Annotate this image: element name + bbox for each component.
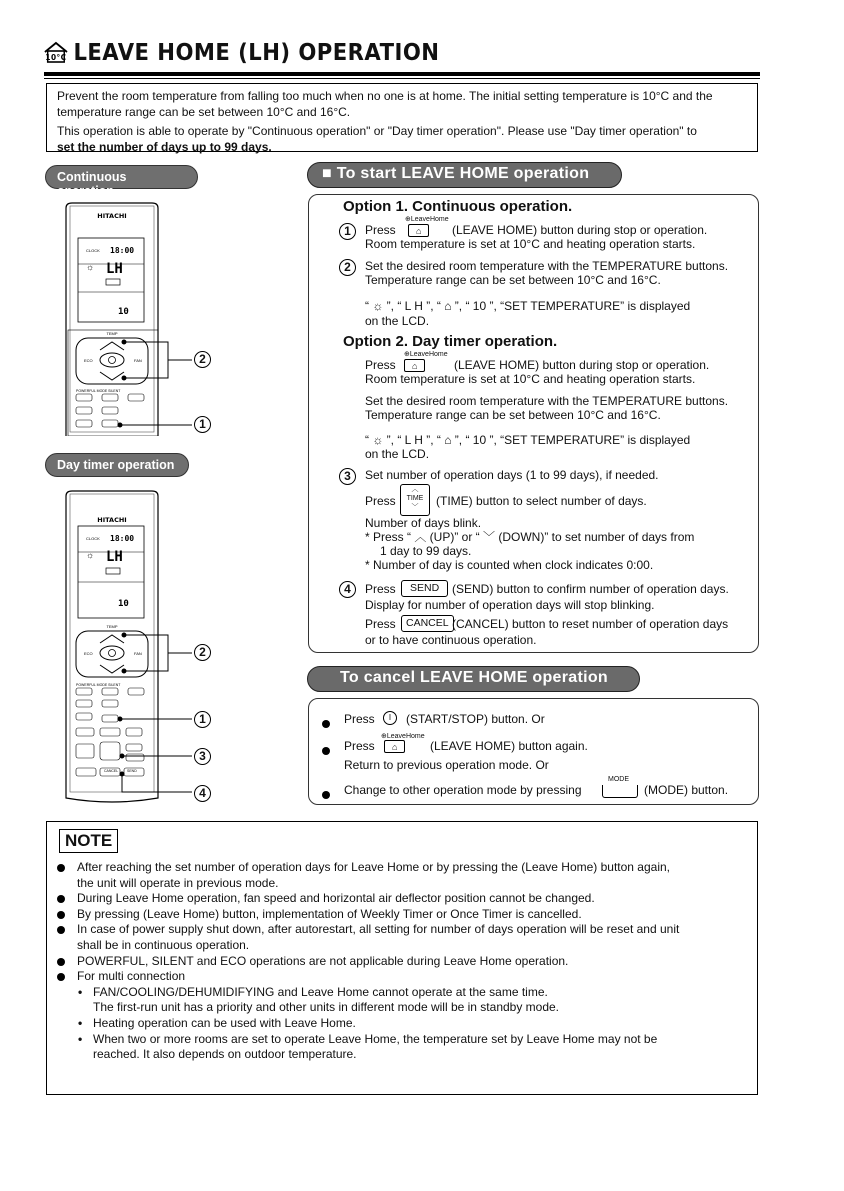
leave-home-caption: ⊕LeaveHome	[381, 733, 425, 740]
bullet	[322, 786, 342, 804]
continuous-operation-label: Continuous operation	[45, 165, 198, 189]
step1-text: (LEAVE HOME) button during stop or operation.	[452, 223, 708, 237]
leave-home-icon	[44, 41, 68, 63]
cancel-text: Change to other operation mode by pressing	[344, 783, 582, 797]
cancel-text: (LEAVE HOME) button again.	[430, 739, 588, 753]
bullet	[322, 742, 342, 760]
svg-text:POWERFUL MODE SILENT: POWERFUL MODE SILENT	[76, 683, 121, 687]
svg-text:CLOCK: CLOCK	[86, 536, 100, 541]
remote-brand: HITACHI	[97, 516, 127, 524]
step1-number: 1	[339, 222, 356, 240]
callout-1: 1	[194, 416, 211, 433]
step2-text: Set the desired room temperature with the TEMPERATURE buttons.	[365, 259, 729, 273]
svg-text:ECO: ECO	[84, 651, 93, 656]
note-subitem: • FAN/COOLING/DEHUMIDIFYING and Leave Home cannot operate at the same time.	[78, 984, 548, 999]
opt2-text: Set the desired room temperature with the TEMPERATURE buttons.	[365, 394, 729, 408]
svg-text:☼: ☼	[86, 550, 95, 560]
step4-press: Press	[365, 582, 396, 596]
cancel-text: (MODE) button.	[644, 783, 729, 797]
title-rule	[44, 72, 760, 76]
note-subitem-cont: The first-run unit has a priority and other units in different mode will be in standby mode.	[93, 1000, 560, 1015]
opt2-text: (LEAVE HOME) button during stop or operation.	[454, 358, 710, 372]
svg-text:CLOCK: CLOCK	[86, 248, 100, 253]
option1-title: Option 1. Continuous operation.	[343, 198, 573, 215]
lcd-display-text: on the LCD.	[365, 314, 430, 328]
callout-2: 2	[194, 644, 211, 661]
page-title	[44, 40, 439, 66]
note-subitem: • When two or more rooms are set to operate Leave Home, the temperature set by Leave Home may not be	[78, 1031, 658, 1046]
callout-1: 1	[194, 711, 211, 728]
start-section-header: ■ To start LEAVE HOME operation	[307, 162, 622, 188]
lcd-display-text: on the LCD.	[365, 447, 430, 461]
title-text: LEAVE HOME (LH) OPERATION	[73, 40, 440, 66]
step3-press: Press	[365, 494, 396, 508]
title-rule-thin	[44, 78, 760, 79]
step3-note: * Number of day is counted when clock indicates 0:00.	[365, 558, 654, 572]
start-stop-icon: I	[383, 711, 397, 725]
svg-text:☼: ☼	[86, 262, 95, 272]
note-item: For multi connection	[56, 969, 750, 985]
note-subitem-cont: reached. It also depends on outdoor temperature.	[93, 1047, 357, 1062]
intro-text: This operation is able to operate by "Continuous operation" or "Day timer operation". Please use "Day timer operation" to	[57, 124, 697, 138]
note-item: After reaching the set number of operation days for Leave Home or by pressing the (Leave Home) button again, the unit will operate in previous mode.	[56, 860, 750, 891]
callout-4: 4	[194, 785, 211, 802]
svg-text:18:00: 18:00	[110, 534, 135, 543]
step1-text: Room temperature is set at 10°C and heating operation starts.	[365, 237, 696, 251]
svg-text:10: 10	[118, 599, 129, 609]
step3-text: Number of days blink.	[365, 516, 482, 530]
svg-text:CANCEL: CANCEL	[104, 769, 119, 773]
day-timer-operation-label: Day timer operation	[45, 453, 189, 477]
cancel-text: Return to previous operation mode. Or	[344, 758, 549, 772]
svg-text:LH: LH	[106, 261, 123, 277]
intro-box	[46, 83, 758, 152]
step3-note: 1 day to 99 days.	[380, 544, 472, 558]
note-item: In case of power supply shut down, after autorestart, all setting for number of days operation will be reset and unit shall be in continuous operation.	[56, 922, 750, 953]
callout-3: 3	[194, 748, 211, 765]
remote-brand: HITACHI	[97, 212, 127, 220]
note-list	[56, 860, 750, 1063]
cancel-press: Press	[344, 739, 375, 753]
svg-text:FAN: FAN	[134, 651, 142, 656]
cancel-press: Press	[344, 712, 375, 726]
svg-text:LH: LH	[106, 549, 123, 565]
leave-home-button-icon: ⌂	[404, 359, 425, 372]
step4-text: or to have continuous operation.	[365, 633, 537, 647]
svg-text:18:00: 18:00	[110, 246, 135, 255]
send-button-icon: SEND	[401, 580, 448, 597]
note-subitem: • Heating operation can be used with Leave Home.	[78, 1015, 356, 1030]
lcd-display-text: “ ☼ ”, “ L H ”, “ ⌂ ”, “ 10 ”, “SET TEMPERATURE” is displayed	[365, 433, 691, 447]
note-item: During Leave Home operation, fan speed and horizontal air deflector position cannot be changed.	[56, 891, 750, 907]
step3-text: (TIME) button to select number of days.	[436, 494, 647, 508]
step4-text: (SEND) button to confirm number of operation days.	[452, 582, 729, 596]
note-label: NOTE	[59, 829, 118, 853]
note-item: POWERFUL, SILENT and ECO operations are not applicable during Leave Home operation.	[56, 954, 750, 970]
leave-home-caption: ⊕LeaveHome	[404, 351, 448, 358]
step2-text: Temperature range can be set between 10°C and 16°C.	[365, 273, 661, 287]
opt2-text: Room temperature is set at 10°C and heating operation starts.	[365, 372, 696, 386]
step4-number: 4	[339, 580, 356, 598]
intro-text: set the number of days up to 99 days.	[57, 140, 272, 154]
option2-title: Option 2. Day timer operation.	[343, 333, 558, 350]
cancel-button-icon: CANCEL	[401, 615, 454, 632]
intro-text: temperature range can be set between 10°C and 16°C.	[57, 105, 351, 119]
step4-text: (CANCEL) button to reset number of operation days	[452, 617, 729, 631]
svg-text:TEMP: TEMP	[106, 331, 118, 336]
svg-text:POWERFUL MODE SILENT: POWERFUL MODE SILENT	[76, 389, 121, 393]
svg-text:FAN: FAN	[134, 358, 142, 363]
svg-text:10°C: 10°C	[45, 52, 67, 63]
leave-home-button-icon: ⌂	[408, 224, 429, 237]
svg-text:10: 10	[118, 307, 129, 317]
step3-text: Set number of operation days (1 to 99 days), if needed.	[365, 468, 659, 482]
time-button-icon: ︿ TIME ﹀	[400, 484, 430, 516]
step2-number: 2	[339, 258, 356, 276]
step3-note: * Press “ ︿ (UP)” or “ ﹀ (DOWN)” to set number of days from	[365, 530, 695, 544]
intro-text: Prevent the room temperature from falling too much when no one is at home. The initial setting temperature is 10°C and the	[57, 89, 713, 103]
step4-text: Display for number of operation days will stop blinking.	[365, 598, 655, 612]
svg-text:SEND: SEND	[127, 769, 137, 773]
callout-2: 2	[194, 351, 211, 368]
step4-cancel-press: Press	[365, 617, 396, 631]
svg-text:TEMP: TEMP	[106, 624, 118, 629]
remote-control-continuous	[64, 200, 229, 436]
mode-button-icon	[602, 785, 638, 798]
note-item: By pressing (Leave Home) button, implementation of Weekly Timer or Once Timer is cancelled.	[56, 907, 750, 923]
leave-home-button-icon: ⌂	[384, 740, 405, 753]
mode-caption: MODE	[608, 776, 629, 783]
opt2-text: Temperature range can be set between 10°C and 16°C.	[365, 408, 661, 422]
bullet	[322, 715, 342, 733]
step1-press: Press	[365, 223, 396, 237]
step3-number: 3	[339, 467, 356, 485]
cancel-text: (START/STOP) button. Or	[406, 712, 545, 726]
lcd-display-text: “ ☼ ”, “ L H ”, “ ⌂ ”, “ 10 ”, “SET TEMPERATURE” is displayed	[365, 299, 691, 313]
svg-text:ECO: ECO	[84, 358, 93, 363]
cancel-section-header: To cancel LEAVE HOME operation	[307, 666, 640, 692]
leave-home-caption: ⊕LeaveHome	[405, 216, 449, 223]
opt2-press: Press	[365, 358, 396, 372]
